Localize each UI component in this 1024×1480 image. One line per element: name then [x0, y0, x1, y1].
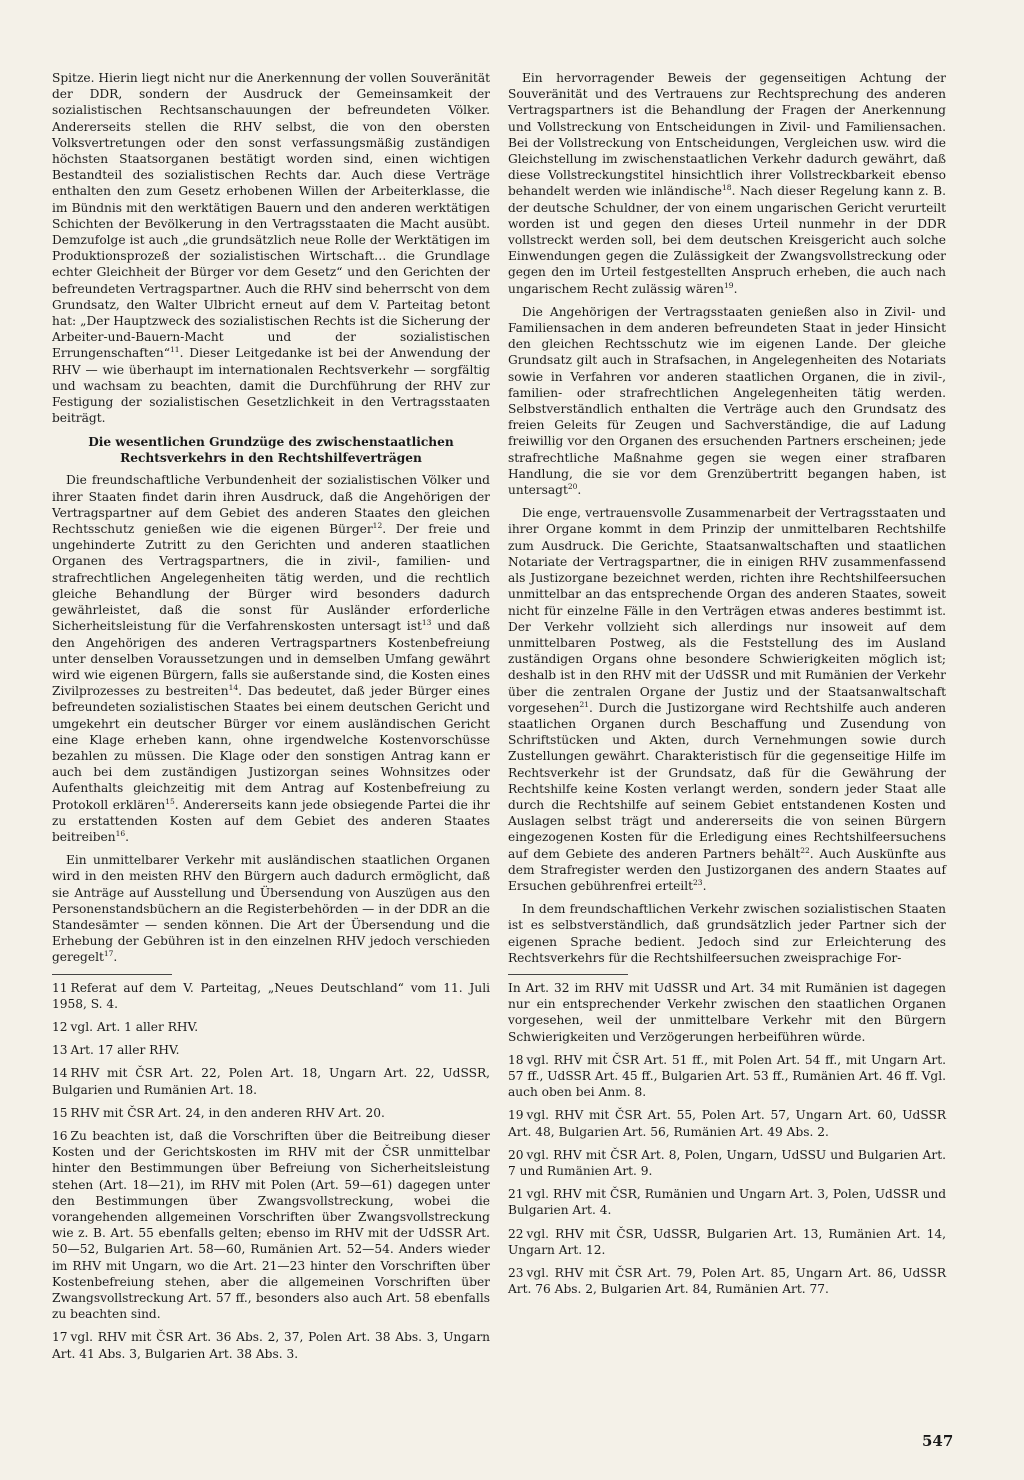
footnote-ref: 13 — [421, 618, 432, 628]
footnote-ref: 15 — [165, 796, 175, 806]
footnote: 17 vgl. RHV mit ČSR Art. 36 Abs. 2, 37, Polen Art. 38 Abs. 3, Ungarn Art. 41 Abs. 3, Bulgarien Art. 38 Abs. 3. — [52, 1330, 490, 1361]
footnotes-right — [508, 980, 946, 1297]
section-heading: Die wesentlichen Grundzüge des zwischenstaatlichen Rechtsverkehrs in den Rechtshilfeverträgen — [88, 435, 454, 466]
body-paragraph: In dem freundschaftlichen Verkehr zwischen sozialistischen Staaten ist es selbstverständlich, daß grundsätzlich jeder Partner sich der eigenen Sprache bedient. Jedoch sind zur Erleichterung des Rechtsverkehrs für die Rechtshilfeersuchen zweisprachige For- — [508, 902, 946, 965]
footnote-divider — [52, 974, 172, 975]
footnote-ref: 18 — [722, 183, 732, 193]
footnote-continuation: In Art. 32 im RHV mit UdSSR und Art. 34 mit Rumänien ist dagegen nur ein entsprechender Verkehr zwischen den staatlichen Organen vorgesehen, weil der unmittelbare Verkehr mit den Bürgern Schwierigkeiten und Verzögerungen herbeiführen würde. — [508, 980, 946, 1044]
footnote: 19 vgl. RHV mit ČSR Art. 55, Polen Art. 57, Ungarn Art. 60, UdSSR Art. 48, Bulgarien Art. 56, Rumänien Art. 49 Abs. 2. — [508, 1108, 946, 1139]
right-column — [508, 70, 946, 1304]
footnote: 11 Referat auf dem V. Parteitag, „Neues Deutschland“ vom 11. Juli 1958, S. 4. — [52, 980, 490, 1011]
body-paragraph: Die enge, vertrauensvolle Zusammenarbeit der Vertragsstaaten und ihrer Organe kommt in dem Prinzip der unmittelbaren Rechtshilfe zum Ausdruck. Die Gerichte, Staatsanwaltschaften und staatlichen Notariate der Vertragspartner, die in einigen RHV zusammenfassend als Justizorgane bezeichnet werden, richten ihre Rechtshilfeersuchen unmittelbar an das entsprechende Organ des anderen Staates, soweit nicht für einzelne Fälle in den Verträgen etwas anderes bestimmt ist. Der Verkehr vollzieht sich allerdings nur insoweit auf dem unmittelbaren Postweg, als die Feststellung des im Ausland zuständigen Organs ohne besondere Schwierigkeiten möglich ist; deshalb ist in den RHV mit der UdSSR und mit Rumänien der Verkehr über die zentralen Organe der Justiz und der Staatsanwaltschaft vorgesehen$^{21}$. Durch die Justizorgane wird Rechtshilfe auch anderen staatlichen Organen durch Beschaffung und Zusendung von Schriftstücken und Akten, durch Vernehmungen sowie durch Zustellungen gewährt. Charakteristisch für die gegenseitige Hilfe im Rechtsverkehr ist der Grundsatz, daß für die Gewährung der Rechtshilfe keine Kosten verlangt werden, sondern jeder Staat alle durch die Rechtshilfe auf seinem Gebiet entstandenen Kosten und Auslagen selbst trägt und andererseits die von seinen Bürgern eingezogenen Kosten für die Erledigung eines Rechtshilfeersuchens auf dem Gebiete des anderen Partners behält$^{22}$. Auch Auskünfte aus dem Strafregister werden den Justizorganen des andern Staates auf Ersuchen gebührenfrei erteilt$^{23}$. — [508, 506, 946, 893]
page-number: 547 — [922, 1432, 954, 1450]
footnote: 20 vgl. RHV mit ČSR Art. 8, Polen, Ungarn, UdSSU und Bulgarien Art. 7 und Rumänien Art. 9. — [508, 1147, 946, 1178]
body-paragraph: Die Angehörigen der Vertragsstaaten genießen also in Zivil- und Familiensachen in dem anderen befreundeten Staat in jeder Hinsicht den gleichen Rechtsschutz wie im eigenen Lande. Der gleiche Grundsatz gilt auch in Strafsachen, in Angelegenheiten des Notariats sowie in Verfahren vor anderen staatlichen Organen, die in zivil-, familien- oder strafrechtlichen Angelegenheiten tätig werden. Selbstverständlich enthalten die Verträge auch den Grundsatz des freien Geleits für Zeugen und Sachverständige, die auf Ladung freiwillig vor den Organen des ersuchenden Partners erscheinen; jede strafrechtliche Maßnahme gegen sie wegen einer strafbaren Handlung, die sie vor dem Grenzübertritt begangen haben, ist untersagt$^{20}$. — [508, 304, 946, 498]
footnote: 13 Art. 17 aller RHV. — [52, 1043, 180, 1058]
footnote-ref: 17 — [103, 949, 114, 959]
footnote: 18 vgl. RHV mit ČSR Art. 51 ff., mit Polen Art. 54 ff., mit Ungarn Art. 57 ff., UdSSR Art. 45 ff., Bulgarien Art. 53 ff., Rumänien Art. 46 ff. Vgl. auch oben bei Anm. 8. — [508, 1052, 946, 1100]
body-paragraph: Die freundschaftliche Verbundenheit der sozialistischen Völker und ihrer Staaten findet darin ihren Ausdruck, daß die Angehörigen der Vertragspartner auf dem Gebiet des anderen Staates den gleichen Rechtsschutz genießen wie die eigenen Bürger$^{12}$. Der freie und ungehinderte Zutritt zu den Gerichten und anderen staatlichen Organen des Vertragspartners, die in zivil-, familien- und strafrechtlichen Angelegenheiten tätig werden, und die rechtlich gleiche Behandlung der Bürger wird besonders dadurch gewährleistet, daß die sonst für Ausländer erforderliche Sicherheitsleistung für die Verfahrenskosten untersagt ist$^{13}$ und daß den Angehörigen des anderen Vertragspartners Kostenbefreiung unter denselben Voraussetzungen und in demselben Umfang gewährt wird wie eigenen Bürgern, falls sie außerstande sind, die Kosten eines Zivilprozesses zu bestreiten$^{14}$. Das bedeutet, daß jeder Bürger eines befreundeten sozialistischen Staates bei einem deutschen Gericht und umgekehrt ein deutscher Bürger vor einem ausländischen Gericht eine Klage erheben kann, ohne irgendwelche Kostenvorschüsse bezahlen zu müssen. Die Klage oder den sonstigen Antrag kann er auch bei dem zuständigen Justizorgan seines Wohnsitzes oder Aufenthalts gleichzeitig mit dem Antrag auf Kostenbefreiung zu Protokoll erklären$^{15}$. Andererseits kann jede obsiegende Partei die ihr zu erstattenden Kosten auf dem Gebiet des anderen Staates beitreiben$^{16}$. — [52, 473, 491, 844]
footnote: 22 vgl. RHV mit ČSR, UdSSR, Bulgarien Art. 13, Rumänien Art. 14, Ungarn Art. 12. — [508, 1226, 946, 1257]
footnote-ref: 22 — [800, 845, 810, 855]
footnote-divider — [508, 974, 628, 975]
body-paragraph: Ein hervorragender Beweis der gegenseitigen Achtung der Souveränität und des Vertrauens zur Rechtsprechung des anderen Vertragspartners ist die Behandlung der Fragen der Anerkennung und Vollstreckung von Entscheidungen in Zivil- und Familiensachen. Bei der Vollstreckung von Entscheidungen, Vergleichen usw. wird die Gleichstellung im zwischenstaatlichen Verkehr dadurch gewährt, daß diese Vollstreckungstitel hinsichtlich ihrer Vollstreckbarkeit ebenso behandelt werden wie inländische$^{18}$. Nach dieser Regelung kann z. B. der deutsche Schuldner, der von einem ungarischen Gericht verurteilt worden ist und gegen den dieses Urteil nunmehr in der DDR vollstreckt werden soll, bei dem deutschen Kreisgericht auch solche Einwendungen gegen die Zulässigkeit der Zwangsvollstreckung oder gegen den im Urteil festgestellten Anspruch erheben, die auch nach ungarischem Recht zulässig wären$^{19}$. — [508, 71, 946, 296]
footnote-ref: 14 — [228, 683, 239, 693]
footnote-ref: 23 — [693, 877, 703, 887]
body-paragraph: Ein unmittelbarer Verkehr mit ausländischen staatlichen Organen wird in den meisten RHV den Bürgern auch dadurch ermöglicht, daß sie Anträge auf Ausstellung und Übersendung von Auszügen aus den Personenstandsbüchern an die Registerbehörden — in der DDR an die Standesämter — senden können. Die Art der Übersendung und die Erhebung der Gebühren ist in den einzelnen RHV jedoch verschieden geregelt$^{17}$. — [52, 853, 490, 965]
footnote-ref: 21 — [579, 699, 589, 709]
footnote: 15 RHV mit ČSR Art. 24, in den anderen RHV Art. 20. — [52, 1105, 385, 1120]
footnote-ref: 11 — [170, 345, 180, 355]
left-column — [52, 70, 490, 1369]
footnote-ref: 20 — [567, 482, 578, 492]
footnote: 21 vgl. RHV mit ČSR, Rumänien und Ungarn Art. 3, Polen, UdSSR und Bulgarien Art. 4. — [508, 1187, 946, 1218]
footnote: 23 vgl. RHV mit ČSR Art. 79, Polen Art. 85, Ungarn Art. 86, UdSSR Art. 76 Abs. 2, Bulgarien Art. 84, Rumänien Art. 77. — [508, 1266, 946, 1297]
footnote-ref: 12 — [372, 521, 383, 531]
footnote: 14 RHV mit ČSR Art. 22, Polen Art. 18, Ungarn Art. 22, UdSSR, Bulgarien und Rumänien Art. 18. — [52, 1066, 490, 1097]
footnotes-left — [52, 980, 490, 1362]
footnote: 16 Zu beachten ist, daß die Vorschriften über die Beitreibung dieser Kosten und der Gerichtskosten im RHV mit der ČSR unmittelbar hinter den Bestimmungen über Befreiung von Sicherheitsleistung stehen (Art. 18—21), im RHV mit Polen (Art. 59—61) dagegen unter den Bestimmungen über Zwangsvollstreckung, wobei die vorangehenden allgemeinen Vorschriften über Zwangsvollstreckung wie z. B. Art. 55 ebenfalls gelten; ebenso im RHV mit der UdSSR Art. 50—52, Bulgarien Art. 58—60, Rumänien Art. 52—54. Anders wieder im RHV mit Ungarn, wo die Art. 21—23 hinter den Vorschriften über Kostenbefreiung stehen, aber die allgemeinen Vorschriften über Zwangsvollstreckung Art. 57 ff., besonders also auch Art. 58 ebenfalls zu beachten sind. — [52, 1128, 490, 1322]
footnote-ref: 19 — [724, 280, 734, 290]
body-paragraph: Spitze. Hierin liegt nicht nur die Anerkennung der vollen Souveränität der DDR, sondern der Ausdruck der Gemeinsamkeit der sozialistischen Rechtsanschauungen der befreundeten Völker. Andererseits stellen die RHV selbst, die von den obersten Volksvertretungen oder den sonst verfassungsmäßig zuständigen höchsten Staatsorganen bestätigt worden sind, einen wichtigen Bestandteil des sozialistischen Rechts dar. Auch diese Verträge enthalten den zum Gesetz erhobenen Willen der Arbeiterklasse, die im Bündnis mit den werktätigen Bauern und den anderen werktätigen Schichten der Bevölkerung in den Vertragsstaaten die Macht ausübt. Demzufolge ist auch „die grundsätzlich neue Rolle der Werktätigen im Produktionsprozeß der sozialistischen Wirtschaft… die Grundlage echter Gleichheit der Bürger vor dem Gesetz“ und den Gerichten der befreundeten Vertragspartner. Auch die RHV sind beherrscht von dem Grundsatz, den Walter Ulbricht erneut auf dem V. Parteitag betont hat: „Der Hauptzweck des sozialistischen Rechts ist die Sicherung der Arbeiter-und-Bauern-Macht und der sozialistischen Errungenschaften“$^{11}$. Dieser Leitgedanke ist bei der Anwendung der RHV — wie überhaupt im internationalen Rechtsverkehr — sorgfältig und wachsam zu beachten, damit die Durchführung der RHV zur Festigung der sozialistischen Gesetzlichkeit in den Vertragsstaaten beiträgt. — [52, 71, 490, 426]
footnote-ref: 16 — [115, 828, 126, 838]
footnote: 12 vgl. Art. 1 aller RHV. — [52, 1019, 199, 1034]
